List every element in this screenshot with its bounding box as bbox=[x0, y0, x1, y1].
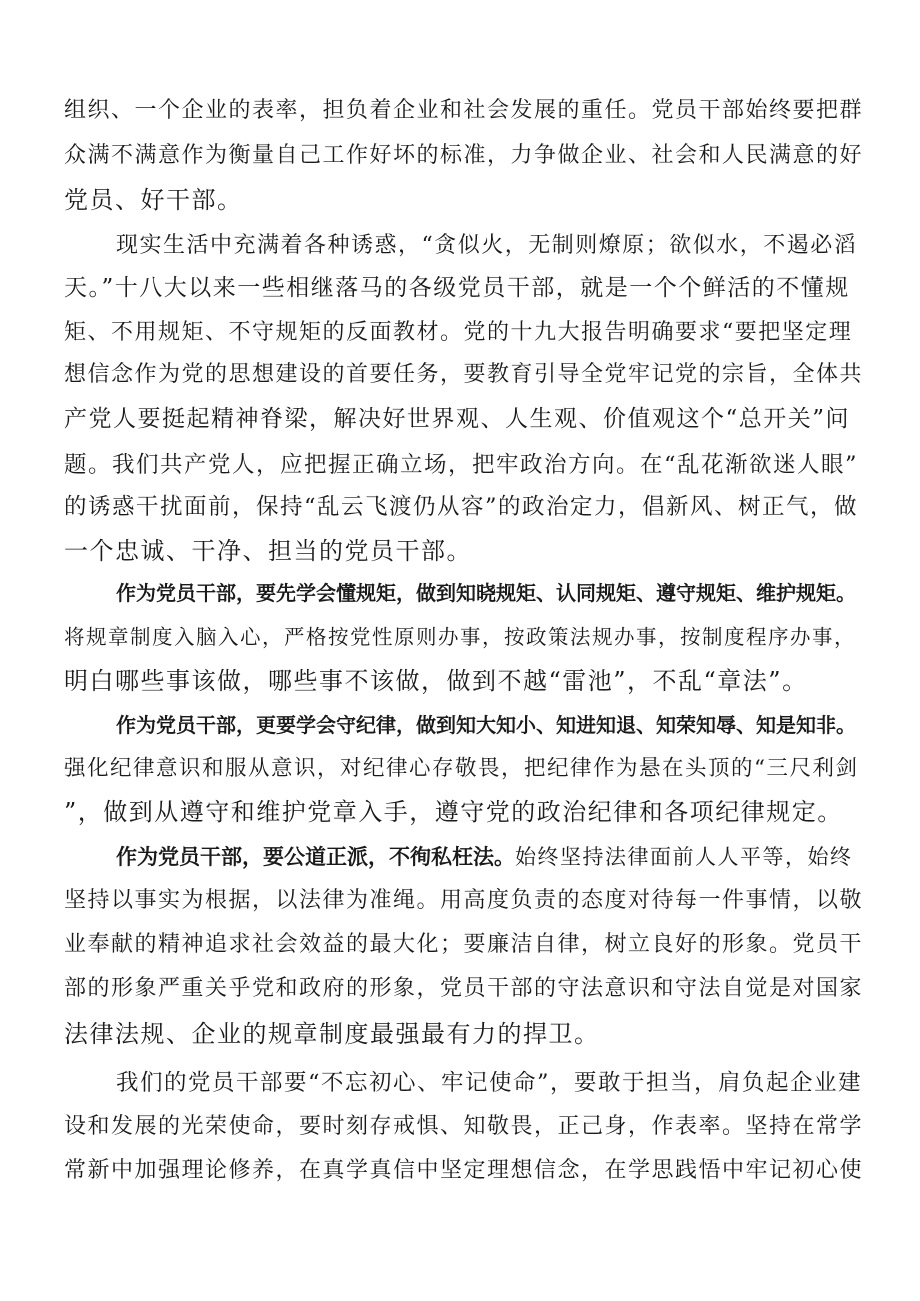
text-line: 矩、不用规矩、不守规矩的反面教材。党的十九大报告明确要求“要把坚定理 bbox=[64, 320, 853, 345]
text-line: 的诱惑干扰面前，保持“乱云飞渡仍从容”的政治定力，倡新风、树正气，做 bbox=[64, 494, 859, 520]
text-line: 部的形象严重关乎党和政府的形象，党员干部的守法意识和守法自觉是对国家 bbox=[64, 976, 864, 1001]
text-line: 常新中加强理论修养，在真学真信中坚定理想信念，在学思践悟中牢记初心使 bbox=[64, 1158, 864, 1183]
text-line: 党员、好干部。 bbox=[64, 186, 243, 214]
text-line: 众满不满意作为衡量自己工作好坏的标准，力争做企业、社会和人民满意的好 bbox=[64, 143, 864, 168]
text-line: 天。”十八大以来一些相继落马的各级党员干部，就是一个个鲜活的不懂规 bbox=[64, 275, 850, 301]
text-line: 坚持以事实为根据，以法律为准绳。用高度负责的态度对待每一件事情，以敬 bbox=[64, 888, 864, 913]
text-line: 题。我们共产党人，应把握正确立场，把牢政治方向。在“乱花渐欲迷人眼” bbox=[64, 452, 859, 478]
text-line: 业奉献的精神追求社会效益的最大化；要廉洁自律，树立良好的形象。党员干 bbox=[64, 932, 864, 957]
text-line: 将规章制度入脑入心，严格按党性原则办事，按政策法规办事，按制度程序办事， bbox=[64, 625, 856, 649]
text-line: 现实生活中充满着各种诱惑，“贪似火，无制则燎原；欲似水，不遏必滔 bbox=[116, 233, 858, 258]
text-line: 想信念作为党的思想建设的首要任务，要教育引导全党牢记党的宗旨，全体共 bbox=[64, 362, 864, 387]
paragraph-lead-heading: 作为党员干部，要先学会懂规矩，做到知晓规矩、认同规矩、遵守规矩、维护规矩。 bbox=[116, 581, 856, 605]
text-line: 产党人要挺起精神脊梁，解决好世界观、人生观、价值观这个“总开关”问 bbox=[64, 406, 851, 432]
text-line: 我们的党员干部要“不忘初心、牢记使命”，要敢于担当，肩负起企业建 bbox=[116, 1070, 863, 1096]
paragraph-lead-heading: 作为党员干部，更要学会守纪律，做到知大知小、知进知退、知荣知辱、知是知非。 bbox=[116, 713, 856, 737]
text-line: 组织、一个企业的表率，担负着企业和社会发展的重任。党员干部始终要把群 bbox=[64, 98, 864, 123]
text-line: ”，做到从遵守和维护党章入手，遵守党的政治纪律和各项纪律规定。 bbox=[64, 798, 843, 826]
text-line: 强化纪律意识和服从意识，对纪律心存敬畏，把纪律作为悬在头顶的“三尺利剑 bbox=[64, 756, 859, 781]
paragraph-lead-heading: 作为党员干部，要公道正派，不徇私枉法。 bbox=[116, 845, 515, 869]
text-line: 法律法规、企业的规章制度最强最有力的捍卫。 bbox=[64, 1020, 600, 1048]
text-run: 始终坚持法律面前人人平等，始终 bbox=[515, 845, 853, 869]
text-line: 设和发展的光荣使命，要时刻存戒惧、知敬畏，正己身，作表率。坚持在常学 bbox=[64, 1114, 864, 1139]
text-line bbox=[116, 842, 864, 872]
text-line: 一个忠诚、干净、担当的党员干部。 bbox=[64, 537, 472, 565]
text-line: 明白哪些事该做，哪些事不该做，做到不越“雷池”，不乱“章法”。 bbox=[64, 667, 808, 695]
